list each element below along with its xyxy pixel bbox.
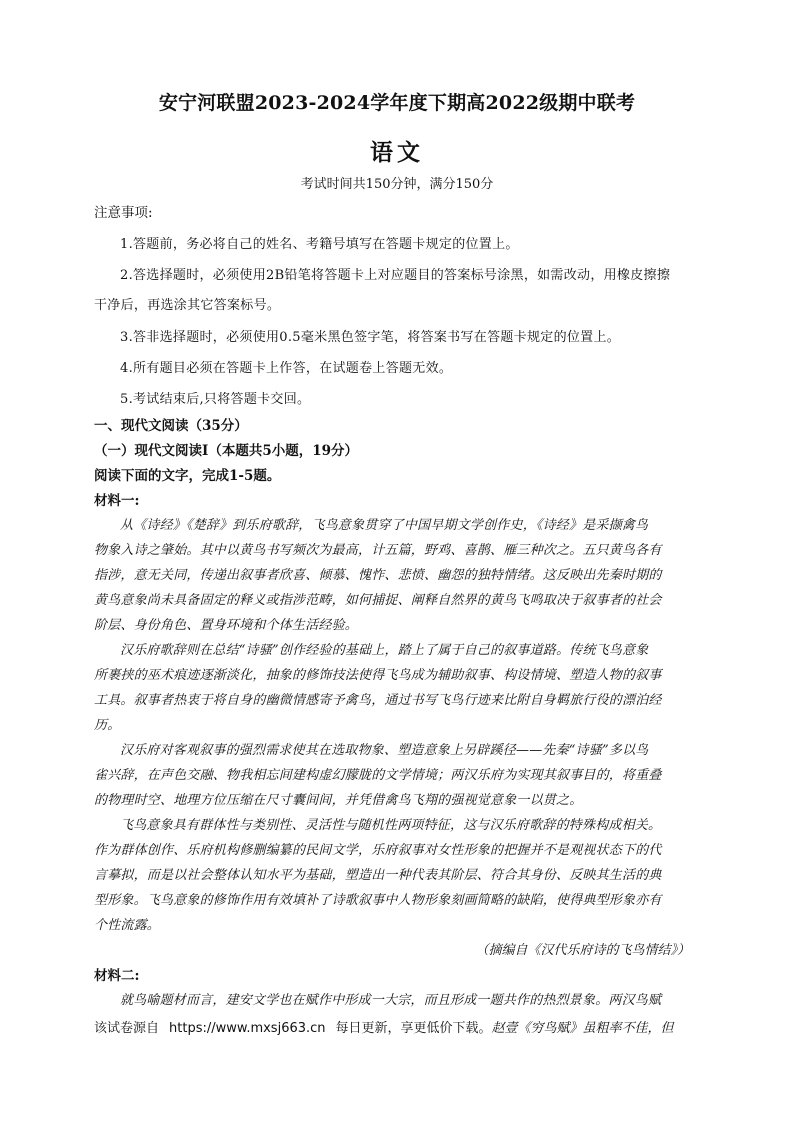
exam-title: 安宁河联盟2023-2024学年度下期高2022级期中联考 xyxy=(158,92,636,114)
paragraph-line: 汉乐府歌辞则在总结“诗骚”创作经验的基础上，踏上了属于自己的叙事道路。传统飞鸟意象 xyxy=(120,643,649,658)
paragraph-line: 型形象。飞鸟意象的修饰作用有效填补了诗歌叙事中人物形象刻画简略的缺陷，使得典型形象亦有 xyxy=(94,893,662,908)
subsection-heading: （一）现代文阅读Ⅰ（本题共5小题，19分） xyxy=(94,443,358,459)
paragraph-line: 物象入诗之肇始。其中以黄鸟书写频次为最高，计五篇，野鸡、喜鹊、雁三种次之。五只黄鸟各有 xyxy=(94,543,662,558)
footer-suffix: 每日更新，享更低价下载。 xyxy=(335,1021,492,1036)
paragraph-line: 阶层、身份角色、置身环境和个体生活经验。 xyxy=(94,618,359,633)
paragraph-line: 历。 xyxy=(94,718,121,733)
paragraph-line: 黄鸟意象尚未具备固定的释义或指涉范畴，如何捕捉、阐释自然界的黄鸟飞鸣取决于叙事者的社会 xyxy=(94,593,662,608)
notice-item-3: 3.答非选择题时，必须使用0.5毫米黑色签字笔，将答案书写在答题卡规定的位置上。 xyxy=(120,330,621,345)
footer-line xyxy=(94,1017,674,1036)
section-heading: 一、现代文阅读（35分） xyxy=(94,418,248,434)
paragraph-line: 言摹拟，而是以社会整体认知水平为基础，塑造出一种代表其阶层、符合其身份、反映其生活的典 xyxy=(94,868,662,883)
notice-item-1: 1.答题前，务必将自己的姓名、考籍号填写在答题卡规定的位置上。 xyxy=(120,237,519,252)
paragraph-line: 个性流露。 xyxy=(94,918,161,933)
source-citation: （摘编自《汉代乐府诗的飞鸟情结》） xyxy=(475,943,690,958)
reading-instruction: 阅读下面的文字，完成1-5题。 xyxy=(94,468,281,484)
paragraph-line: 作为群体创作、乐府机构修删编纂的民间文学，乐府叙事对女性形象的把握并不是观视状态下的代 xyxy=(94,843,662,858)
notice-item-5: 5.考试结束后,只将答题卡交回。 xyxy=(120,392,311,407)
material2-label: 材料二: xyxy=(94,968,140,984)
paragraph-line: 汉乐府对客观叙事的强烈需求使其在选取物象、塑造意象上另辟蹊径——先秦“诗骚”多以鸟 xyxy=(120,743,649,758)
paragraph-line: 的物理时空、地理方位压缩在尺寸囊间间，并凭借禽鸟飞翔的强视觉意象一以贯之。 xyxy=(94,793,583,808)
material1-label: 材料一: xyxy=(94,493,140,509)
notice-item-2: 2.答选择题时，必须使用2B铅笔将答题卡上对应题目的答案标号涂黑，如需改动，用橡皮擦擦 xyxy=(120,268,671,283)
paragraph-line: 就鸟喻题材而言，建安文学也在赋作中形成一大宗，而且形成一题共作的热烈景象。两汉鸟赋 xyxy=(120,993,662,1008)
paragraph-line: 飞鸟意象具有群体性与类别性、灵活性与随机性两项特征，这与汉乐府歌辞的特殊构成相关。 xyxy=(120,818,662,833)
paragraph-line: 雀兴辞，在声色交融、物我相忘间建构虚幻朦胧的文学情境；两汉乐府为实现其叙事目的，将重叠 xyxy=(94,768,662,783)
paragraph-line: 指涉，意无关同，传递出叙事者欣喜、倾慕、愧怍、悲愤、幽怨的独特情绪。这反映出先秦时期的 xyxy=(94,568,662,583)
footer-link[interactable]: https://www.mxsj663.cn xyxy=(169,1021,326,1036)
notice-item-2-cont: 干净后，再选涂其它答案标号。 xyxy=(94,298,281,313)
subject-title: 语文 xyxy=(370,139,424,166)
notice-heading: 注意事项: xyxy=(94,205,153,221)
footer-prefix: 该试卷源自 xyxy=(94,1021,160,1036)
paragraph-line: 从《诗经》《楚辞》到乐府歌辞，飞鸟意象贯穿了中国早期文学创作史，《诗经》是采撷禽鸟 xyxy=(120,518,649,533)
exam-info: 考试时间共150分钟，满分150分 xyxy=(300,177,494,192)
paragraph-line: 所裹挟的巫术痕迹逐渐淡化，抽象的修饰技法使得飞鸟成为辅助叙事、构设情境、塑造人物的叙事 xyxy=(94,668,662,683)
paragraph-line: 工具。叙事者热衷于将自身的幽微情感寄予禽鸟，通过书写飞鸟行迹来比附自身羁旅行役的漂泊经 xyxy=(94,693,662,708)
notice-item-4: 4.所有题目必须在答题卡上作答，在试题卷上答题无效。 xyxy=(120,361,453,376)
footer-tail: 赵壹《穷鸟赋》虽粗率不佳，但 xyxy=(491,1021,674,1036)
